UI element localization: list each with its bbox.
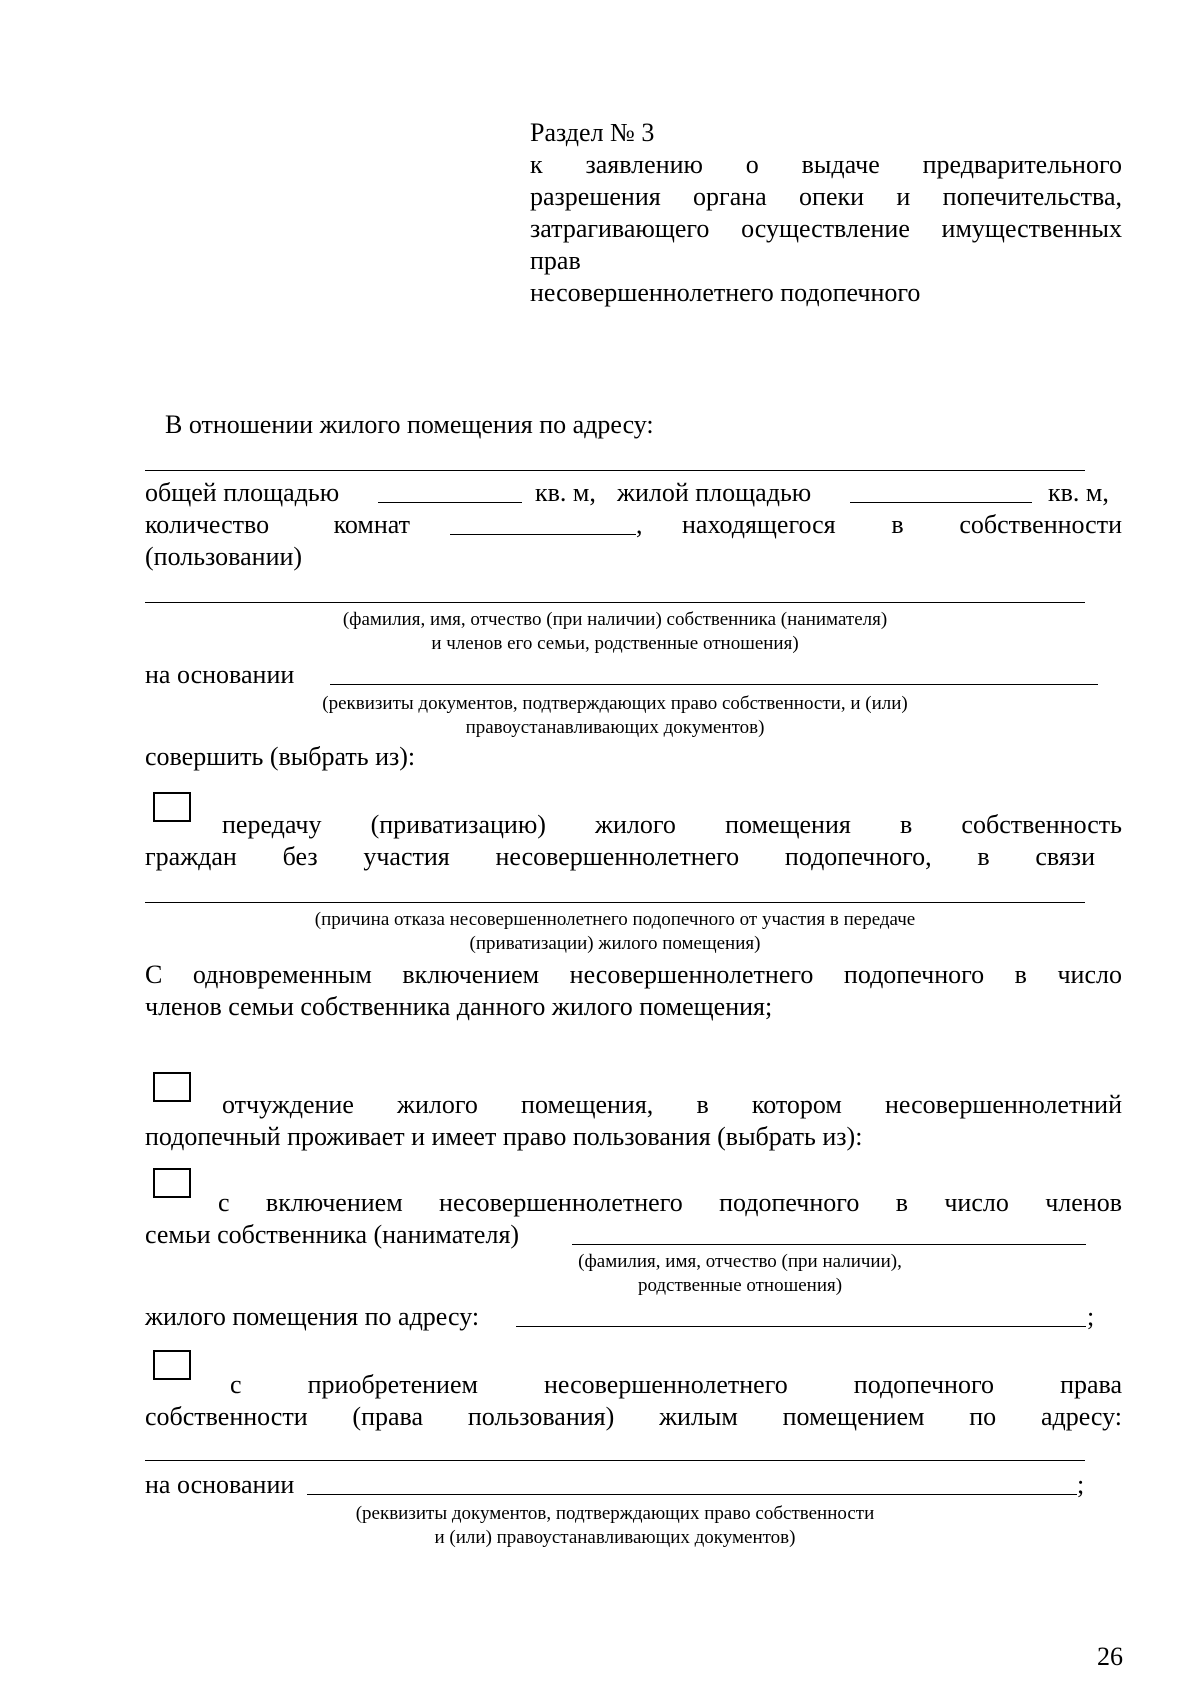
header-line-5: несовершеннолетнего подопечного (530, 278, 921, 307)
header-line-4: прав (530, 246, 581, 275)
choose-label: совершить (выбрать из): (145, 742, 416, 771)
option3-note-1: (фамилия, имя, отчество (при наличии), (578, 1251, 902, 1272)
header-line-2: разрешения органа опеки и попечительства, (530, 182, 1122, 211)
option4-basis-label: на основании (145, 1470, 295, 1499)
checkbox-acquisition[interactable] (153, 1350, 191, 1380)
option1-note-1: (причина отказа несовершеннолетнего подопечного от участия в передаче (314, 909, 916, 930)
living-area-label: жилой площадью (617, 478, 812, 507)
header-line-3: затрагивающего осуществление имущественных (530, 214, 1122, 243)
checkbox-alienation[interactable] (153, 1072, 191, 1102)
unit-sqm-2: кв. м, (1048, 478, 1109, 507)
option3-line-1: с включением несовершеннолетнего подопечного в число членов (218, 1188, 1122, 1217)
option4-note-2: и (или) правоустанавливающих документов) (434, 1527, 796, 1548)
owner-note-1: (фамилия, имя, отчество (при наличии) собственника (нанимателя) (342, 609, 888, 630)
living-area-field[interactable] (850, 502, 1032, 503)
option4-line-1: с приобретением несовершеннолетнего подопечного права (230, 1370, 1122, 1399)
basis-note-2: правоустанавливающих документов) (465, 717, 765, 738)
basis-note-1: (реквизиты документов, подтверждающих право собственности, и (или) (322, 693, 908, 714)
owner-field-line[interactable] (145, 602, 1085, 603)
option3-address-field[interactable] (516, 1326, 1086, 1327)
option1-note-2: (приватизации) жилого помещения) (469, 933, 761, 954)
option2-line-1: отчуждение жилого помещения, в котором несовершеннолетний (222, 1090, 1122, 1119)
basis-label: на основании (145, 660, 295, 689)
option3-address-label: жилого помещения по адресу: (145, 1302, 480, 1331)
reason-field-line[interactable] (145, 902, 1085, 903)
option3-semicolon: ; (1087, 1302, 1095, 1331)
option4-line-2: собственности (права пользования) жилым помещением по адресу: (145, 1402, 1122, 1431)
total-area-field[interactable] (378, 502, 522, 503)
option2-line-2: подопечный проживает и имеет право пользования (выбрать из): (145, 1122, 863, 1151)
unit-sqm-1: кв. м, (535, 478, 596, 507)
option4-address-field[interactable] (145, 1460, 1085, 1461)
option4-note-1: (реквизиты документов, подтверждающих право собственности (355, 1503, 875, 1524)
option1-line-1: передачу (приватизацию) жилого помещения в собственность (222, 810, 1122, 839)
total-area-label: общей площадью (145, 478, 340, 507)
intro-text: В отношении жилого помещения по адресу: (165, 410, 654, 439)
rooms-comma: , (636, 510, 643, 539)
rooms-field[interactable] (450, 534, 636, 535)
rooms-label: количество комнат (145, 510, 410, 539)
option4-semicolon: ; (1077, 1470, 1085, 1499)
address-field-line[interactable] (145, 470, 1085, 471)
option1-line-3: С одновременным включением несовершеннолетнего подопечного в число (145, 960, 1122, 989)
basis-field-line[interactable] (330, 684, 1098, 685)
option1-line-4: членов семьи собственника данного жилого помещения; (145, 992, 773, 1021)
checkbox-privatization[interactable] (153, 792, 191, 822)
option3-line-2: семьи собственника (нанимателя) (145, 1220, 520, 1249)
option3-note-2: родственные отношения) (637, 1275, 843, 1296)
page-number: 26 (1097, 1642, 1123, 1671)
use-label: (пользовании) (145, 542, 303, 571)
section-title: Раздел № 3 (530, 118, 655, 147)
owner-note-2: и членов его семьи, родственные отношения) (431, 633, 799, 654)
header-line-1: к заявлению о выдаче предварительного (530, 150, 1122, 179)
option4-basis-field[interactable] (307, 1494, 1077, 1495)
option1-line-2: граждан без участия несовершеннолетнего подопечного, в связи (145, 842, 1095, 871)
family-owner-field[interactable] (572, 1244, 1086, 1245)
checkbox-inclusion[interactable] (153, 1168, 191, 1198)
ownership-label: находящегося в собственности (682, 510, 1122, 539)
